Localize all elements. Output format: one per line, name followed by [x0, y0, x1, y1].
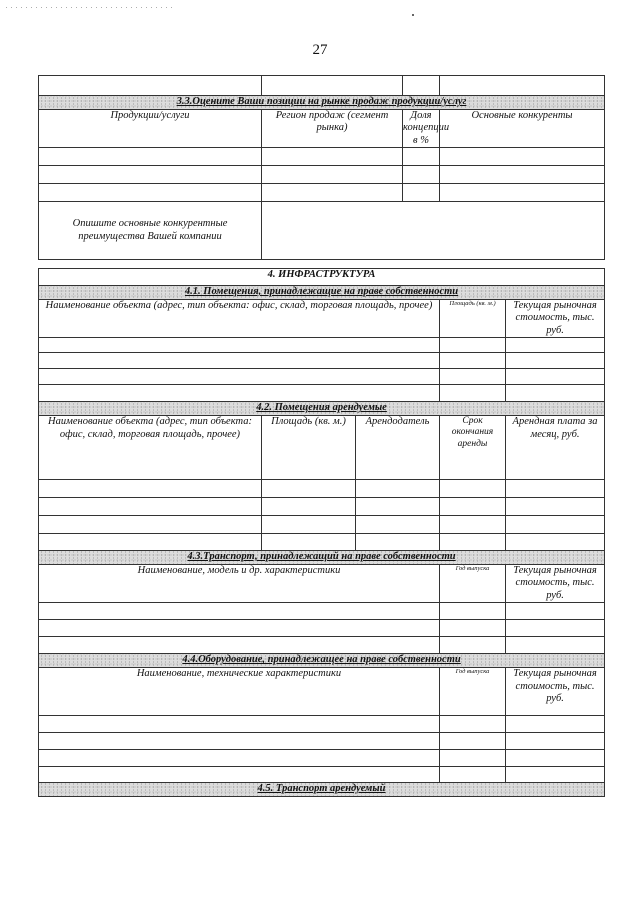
header-region: Регион продаж (сегмент рынка) — [262, 109, 403, 148]
section-title-row — [39, 550, 605, 564]
header-row — [39, 415, 605, 479]
header-area: Площадь (кв. м.) — [262, 415, 356, 479]
section-title-4-5: 4.5. Транспорт арендуемый — [39, 782, 605, 796]
advantages-row — [39, 202, 605, 260]
header-market-value: Текущая рыночная стоимость, тыс. руб. — [506, 667, 605, 715]
table-row — [39, 732, 605, 749]
section-title-4-4: 4.4.Оборудование, принадлежащее на праве собственности — [39, 654, 605, 668]
header-row — [39, 564, 605, 603]
section-title-4-3: 4.3.Транспорт, принадлежащий на праве собственности — [39, 550, 605, 564]
header-row — [39, 109, 605, 148]
table-row — [39, 166, 605, 184]
table-row — [39, 637, 605, 654]
section-title-row — [39, 96, 605, 110]
table-row — [39, 497, 605, 515]
table-row — [39, 338, 605, 353]
header-row — [39, 299, 605, 338]
header-product: Продукции/услуги — [39, 109, 262, 148]
table-row — [39, 184, 605, 202]
section-title-4-2: 4.2. Помещения арендуемые — [39, 402, 605, 416]
table-row — [39, 353, 605, 369]
section-title-row — [39, 269, 605, 286]
table-row — [39, 479, 605, 497]
header-area: Площадь (кв. м.) — [440, 299, 506, 338]
section-title-4: 4. ИНФРАСТРУКТУРА — [39, 269, 605, 286]
table-row — [39, 385, 605, 402]
header-market-value: Текущая рыночная стоимость, тыс. руб. — [506, 299, 605, 338]
header-object-name: Наименование объекта (адрес, тип объекта: офис, склад, торговая площадь, прочее) — [39, 415, 262, 479]
header-rent: Арендная плата за месяц, руб. — [506, 415, 605, 479]
table-row — [39, 715, 605, 732]
header-lease-end: Срок окончания аренды — [440, 415, 506, 479]
table-row — [39, 766, 605, 782]
advantages-label: Опишите основные конкурентные преимущества Вашей компании — [39, 202, 262, 260]
infrastructure-table — [38, 268, 605, 797]
advantages-field[interactable] — [262, 202, 605, 260]
header-row — [39, 667, 605, 715]
header-object-name: Наименование объекта (адрес, тип объекта: офис, склад, торговая площадь, прочее) — [39, 299, 440, 338]
table-row — [39, 515, 605, 533]
page-number: 27 — [312, 42, 328, 58]
header-year: Год выпуска — [440, 564, 506, 603]
header-lessor: Арендодатель — [356, 415, 440, 479]
header-year: Год выпуска — [440, 667, 506, 715]
table-row — [39, 603, 605, 620]
table-row — [39, 533, 605, 550]
section-title-row — [39, 402, 605, 416]
table-row — [39, 148, 605, 166]
header-competitors: Основные конкуренты — [440, 109, 605, 148]
table-row — [39, 76, 605, 96]
header-vehicle-name: Наименование, модель и др. характеристики — [39, 564, 440, 603]
header-equipment-name: Наименование, технические характеристики — [39, 667, 440, 715]
header-market-value: Текущая рыночная стоимость, тыс. руб. — [506, 564, 605, 603]
section-title-3-3: 3.3.Оцените Ваши позиции на рынке продаж продукции/услуг — [39, 96, 605, 110]
table-row — [39, 369, 605, 385]
section-title-row — [39, 286, 605, 300]
scan-noise-dot — [412, 14, 414, 16]
section-title-row — [39, 654, 605, 668]
section-title-row — [39, 782, 605, 796]
section-title-4-1: 4.1. Помещения, принадлежащие на праве собственности — [39, 286, 605, 300]
table-row — [39, 749, 605, 766]
header-share: Доля концепции в % — [403, 109, 440, 148]
scan-noise — [4, 6, 174, 10]
competition-table — [38, 75, 605, 260]
table-row — [39, 620, 605, 637]
